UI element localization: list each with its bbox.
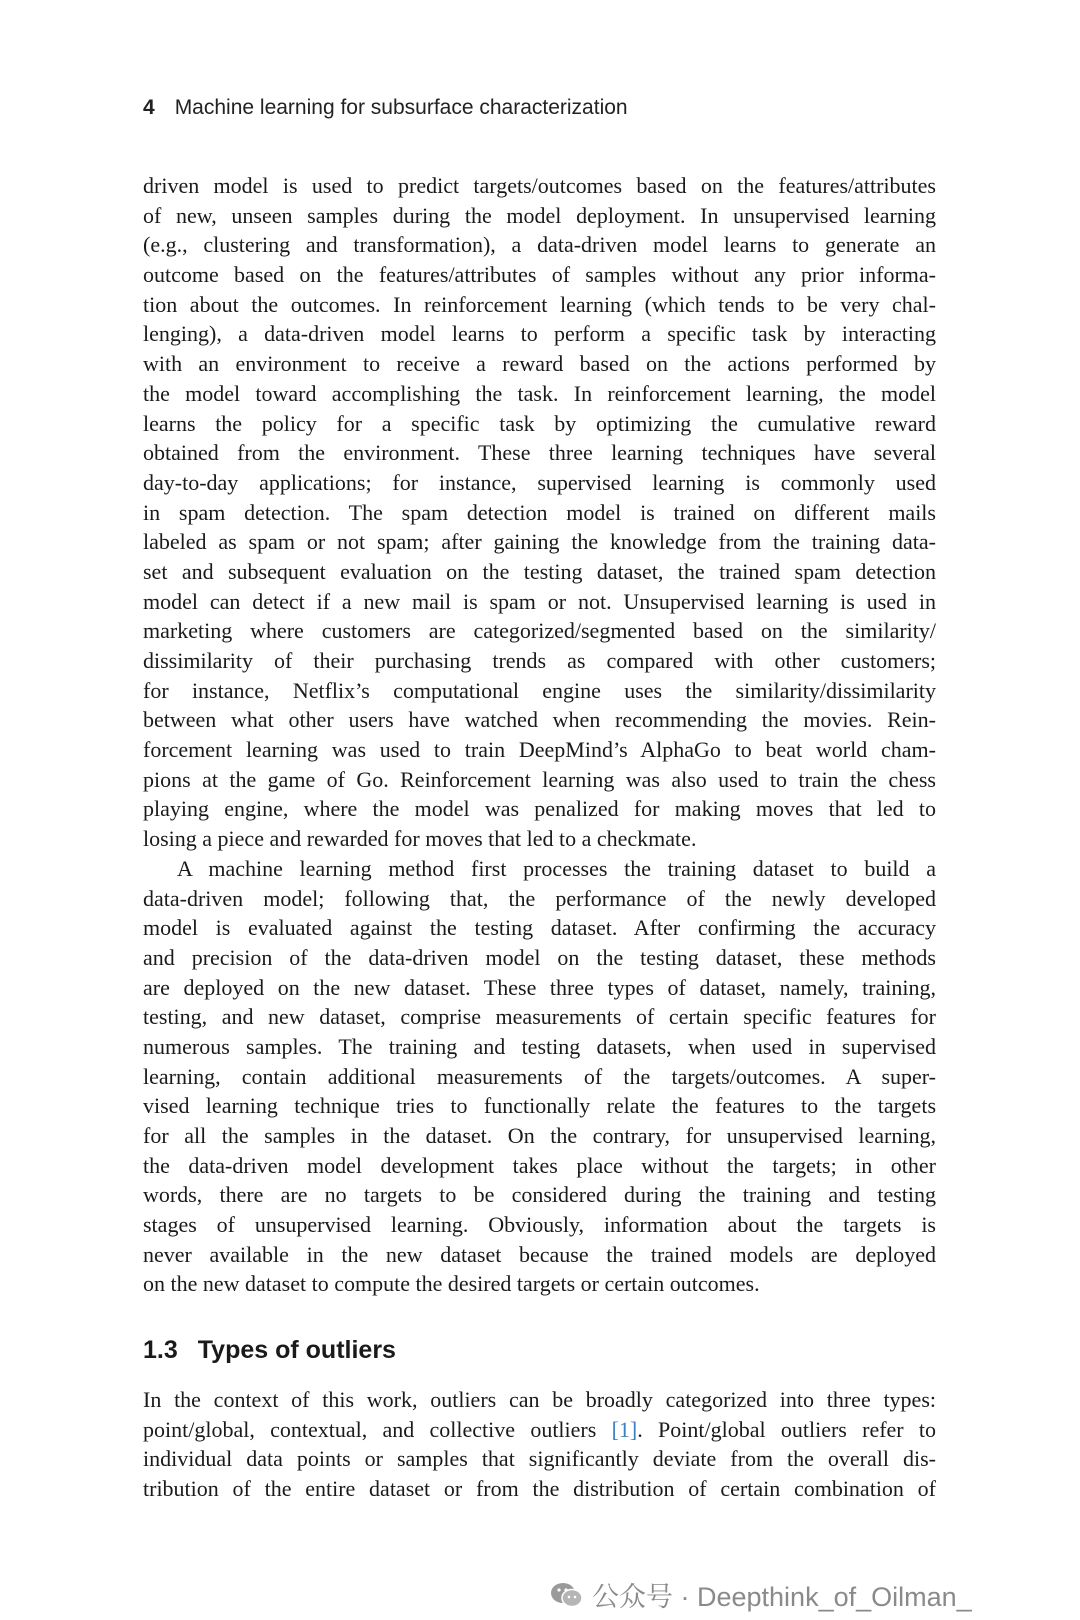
text-line: dissimilarity of their purchasing trends as compared with other customers; xyxy=(143,648,936,673)
running-title: Machine learning for subsurface characterization xyxy=(174,96,628,119)
text-segment: . Point/global outliers refer to xyxy=(637,1416,937,1442)
text-line: are deployed on the new dataset. These three types of dataset, namely, training, xyxy=(143,974,936,1000)
text-line: A machine learning method first processes the training dataset to build a xyxy=(177,855,936,881)
watermark xyxy=(550,1575,972,1614)
text-line: and precision of the data-driven model on the testing dataset, these methods xyxy=(143,944,936,970)
text-line: lenging), a data-driven model learns to perform a specific task by interacting xyxy=(143,321,936,347)
text-line: losing a piece and rewarded for moves that led to a checkmate. xyxy=(143,826,697,852)
text-line: set and subsequent evaluation on the testing dataset, the trained spam detection xyxy=(143,558,936,584)
text-line-with-citation xyxy=(143,1415,936,1445)
watermark-text: 公众号 · Deepthink_of_Oilman_ xyxy=(592,1582,972,1612)
section-heading xyxy=(143,1336,396,1365)
text-line: the data-driven model development takes place without the targets; in other xyxy=(143,1152,936,1178)
text-line: with an environment to receive a reward based on the actions performed by xyxy=(143,351,936,377)
text-line: (e.g., clustering and transformation), a data-driven model learns to generate an xyxy=(143,232,936,258)
text-line: In the context of this work, outliers can be broadly categorized into three types: xyxy=(143,1387,936,1412)
text-line: tion about the outcomes. In reinforcement learning (which tends to be very chal- xyxy=(143,291,936,317)
text-line: model can detect if a new mail is spam or not. Unsupervised learning is used in xyxy=(143,588,936,614)
citation-link[interactable]: [1] xyxy=(611,1416,638,1442)
text-line: data-driven model; following that, the performance of the newly developed xyxy=(143,885,936,911)
text-line: vised learning technique tries to functionally relate the features to the targets xyxy=(143,1093,936,1119)
text-line: day-to-day applications; for instance, supervised learning is commonly used xyxy=(143,469,936,495)
text-line: for all the samples in the dataset. On the contrary, for unsupervised learning, xyxy=(143,1123,936,1148)
text-line: in spam detection. The spam detection model is trained on different mails xyxy=(143,499,936,525)
text-line: learning, contain additional measurements of the targets/outcomes. A super- xyxy=(143,1063,936,1089)
paragraph-2 xyxy=(143,854,936,1299)
text-line: tribution of the entire dataset or from the distribution of certain combination of xyxy=(143,1476,936,1502)
text-line: the model toward accomplishing the task. In reinforcement learning, the model xyxy=(143,380,936,406)
text-line: model is evaluated against the testing dataset. After confirming the accuracy xyxy=(143,915,936,941)
text-line: marketing where customers are categorized/segmented based on the similarity/ xyxy=(143,618,936,644)
section-number: 1.3 xyxy=(143,1336,178,1364)
text-line: obtained from the environment. These three learning techniques have several xyxy=(143,440,936,466)
page-number: 4 xyxy=(143,96,155,119)
text-line: forcement learning was used to train DeepMind’s AlphaGo to beat world cham- xyxy=(143,737,936,763)
paragraph-1 xyxy=(143,171,936,854)
text-line: of new, unseen samples during the model deployment. In unsupervised learning xyxy=(143,202,936,228)
text-line: testing, and new dataset, comprise measurements of certain specific features for xyxy=(143,1004,936,1030)
text-line: playing engine, where the model was penalized for making moves that led to xyxy=(143,796,936,822)
paragraph-3 xyxy=(143,1385,936,1504)
text-line: words, there are no targets to be considered during the training and testing xyxy=(143,1182,936,1208)
text-segment: point/global, contextual, and collective outliers xyxy=(143,1416,612,1442)
text-line: stages of unsupervised learning. Obviously, information about the targets is xyxy=(143,1212,936,1238)
wechat-icon xyxy=(550,1581,584,1609)
section-title: Types of outliers xyxy=(197,1336,396,1364)
text-line: pions at the game of Go. Reinforcement learning was also used to train the chess xyxy=(143,766,936,792)
body-text xyxy=(143,171,936,1299)
text-line: on the new dataset to compute the desired targets or certain outcomes. xyxy=(143,1271,760,1297)
text-line: for instance, Netflix’s computational engine uses the similarity/dissimilarity xyxy=(143,677,936,703)
text-line: learns the policy for a specific task by optimizing the cumulative reward xyxy=(143,410,936,436)
text-line: never available in the new dataset because the trained models are deployed xyxy=(143,1241,936,1267)
running-head xyxy=(143,96,943,120)
text-line: driven model is used to predict targets/outcomes based on the features/attributes xyxy=(143,173,936,198)
text-line: individual data points or samples that significantly deviate from the overall dis- xyxy=(143,1446,936,1472)
text-line: numerous samples. The training and testing datasets, when used in supervised xyxy=(143,1033,936,1059)
text-line: outcome based on the features/attributes of samples without any prior informa- xyxy=(143,262,936,288)
text-line: labeled as spam or not spam; after gaining the knowledge from the training data- xyxy=(143,529,936,555)
text-line: between what other users have watched when recommending the movies. Rein- xyxy=(143,707,936,733)
